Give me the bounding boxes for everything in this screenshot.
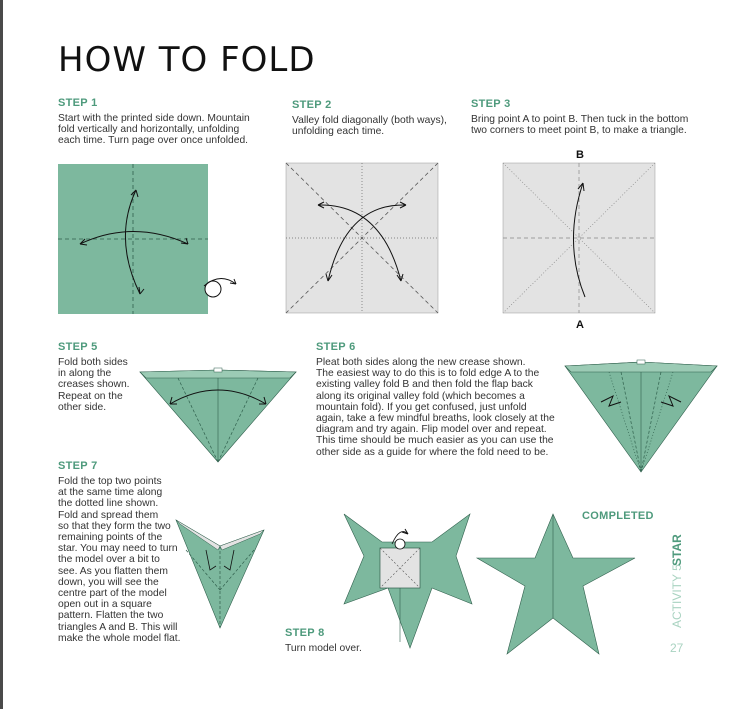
section-label: ACTIVITY 5 xyxy=(670,564,684,628)
step-8-diagram xyxy=(340,512,475,650)
step-2-diagram xyxy=(286,163,438,313)
step-8-label: STEP 8 xyxy=(285,627,325,639)
step-3-text: Bring point A to point B. Then tuck in the bottom two corners to meet point B, to make a triangle. xyxy=(471,114,689,137)
step-6-diagram xyxy=(565,356,717,474)
page-title: HOW TO FOLD xyxy=(58,40,316,80)
step-5-label: STEP 5 xyxy=(58,341,98,353)
section-title: STAR xyxy=(670,534,684,566)
completed-label: COMPLETED xyxy=(582,510,654,522)
step-2-text: Valley fold diagonally (both ways), unfolding each time. xyxy=(292,115,447,138)
step-3-label: STEP 3 xyxy=(471,98,511,110)
step-1-diagram xyxy=(58,164,248,314)
step-5-diagram xyxy=(140,364,296,464)
step-6-label: STEP 6 xyxy=(316,341,356,353)
section-vertical-label xyxy=(656,518,696,638)
step-6-text: Pleat both sides along the new crease shown. The easiest way to do this is to fold edge A to the existing valley fold B and then fold the flap back along its original valley fold (which becomes a mountain fold). If you get confused, just unfold again, take a few mindful breaths, look closely at the diagram and try again. Flip model over and repeat. This time should be much easier as you can use the other side as a guide for where the fold need to be. xyxy=(316,357,555,458)
step-2-label: STEP 2 xyxy=(292,99,332,111)
page-edge xyxy=(0,0,3,709)
point-b-label: B xyxy=(576,149,584,161)
step-1-text: Start with the printed side down. Mountain fold vertically and horizontally, unfolding each time. Turn page over once unfolded. xyxy=(58,113,250,147)
step-7-diagram xyxy=(176,520,266,630)
step-5-text: Fold both sides in along the creases shown. Repeat on the other side. xyxy=(58,357,130,413)
step-1-label: STEP 1 xyxy=(58,97,98,109)
step-8-text: Turn model over. xyxy=(285,643,362,654)
point-a-label: A xyxy=(576,319,584,331)
step-3-diagram xyxy=(503,163,655,313)
page-number: 27 xyxy=(670,641,684,655)
step-7-text: Fold the top two points at the same time along the dotted line shown. Fold and spread them so that they form the two remaining points of the star. You may need to turn the model over a bit to see. As you flatten them down, you will see the centre part of the model open out in a square pattern. Flatten the two triangles A and B. This will make the whole model flat. xyxy=(58,476,181,644)
completed-star-diagram xyxy=(477,514,635,656)
step-7-label: STEP 7 xyxy=(58,460,98,472)
